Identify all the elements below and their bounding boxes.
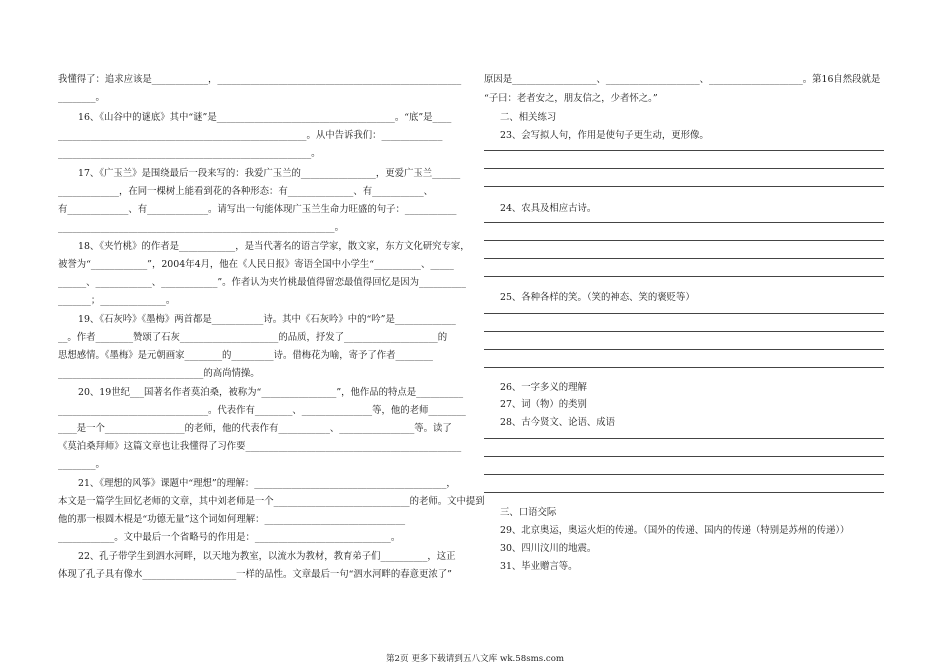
answer-line: [484, 186, 884, 187]
answer-line: [484, 438, 884, 439]
question-23: 23、会写拟人句，作用是使句子更生动，更形像。: [500, 130, 709, 141]
text-line: “子曰：老者安之，朋友信之，少者怀之。”: [484, 93, 658, 104]
text-line: 我懂得了：追求应该是____________，____________________________________________________: [58, 74, 462, 85]
text-line: 原因是__________________、____________________、____________________。第16自然段就是: [484, 74, 881, 85]
answer-line: [484, 367, 884, 368]
text-line: ___________________________________________________________。: [58, 222, 344, 233]
text-line: 有_____________、有_____________。请写出一句能体现广玉兰生命力旺盛的句子：___________: [58, 204, 457, 215]
question-29: 29、北京奥运，奥运火炬的传递。（国外的传递、国内的传递（特别是苏州的传递））: [500, 525, 850, 536]
question-20: 20、19世纪___国著名作者莫泊桑，被称为“________________”，他作品的特点是__________: [78, 387, 464, 398]
text-line: 他的那一根圆木棍是“功德无量”这个词如何理解：______________________________: [58, 514, 406, 525]
question-18: 18、《夹竹桃》的作者是____________，是当代著名的语言学家，散文家，东方文化研究专家，: [78, 241, 470, 252]
answer-line: [484, 492, 884, 493]
question-25: 25、各种各样的笑。（笑的神态、笑的褒贬等）: [500, 292, 695, 303]
answer-line: [484, 276, 884, 277]
answer-line: [484, 168, 884, 169]
section-heading: 二、相关练习: [500, 112, 557, 123]
section-heading: 三、口语交际: [500, 507, 557, 518]
question-28: 28、古今贤文、论语、成语: [500, 417, 616, 428]
answer-line: [484, 258, 884, 259]
text-line: ______________________________________________________。: [58, 148, 321, 159]
question-21: 21、《理想的风筝》课题中“理想”的理解：_________________________________________，: [78, 478, 456, 489]
answer-line: [484, 349, 884, 350]
answer-line: [484, 313, 884, 314]
text-line: 被誉为“____________”，2004年4月，他在《人民日报》寄语全国中小学生“__________、_____: [58, 259, 454, 270]
question-22: 22、孔子带学生到泗水河畔，以天地为教室，以流水为教材，教育弟子们__________，这正: [78, 551, 456, 562]
text-line: _____________，在同一棵树上能看到花的各种形态：有______________、有___________、: [58, 186, 434, 197]
text-line: 体现了孔子具有像水____________________一样的品性。文章最后一句“泗水河畔的春意更浓了”: [58, 569, 452, 580]
question-17: 17、《广玉兰》是围绕最后一段来写的：我爱广玉兰的________________，更爱广玉兰______: [78, 168, 461, 179]
text-line: 本文是一篇学生回忆老师的文章，其中刘老师是一个_____________________________的老师。文中提到: [58, 496, 485, 507]
text-line: _______________________________的高尚情操。: [58, 368, 260, 379]
question-16: 16、《山谷中的谜底》其中“谜”是______________________________________。“底”是____: [78, 112, 452, 123]
text-line: _____________________________________________________。从中告诉我们：_____________: [58, 130, 443, 141]
text-line: _______；______________。: [58, 295, 176, 306]
question-19: 19、《石灰吟》《墨梅》两首都是___________诗。其中《石灰吟》中的“吟”是_____________: [78, 314, 456, 325]
text-line: ____________。文中最后一个省略号的作用是：_____________________________。: [58, 532, 401, 543]
page-footer: 第2页 更多下载请到五八文库 wk.58sms.com: [385, 654, 565, 664]
question-26: 26、一字多义的理解: [500, 382, 587, 393]
answer-line: [484, 331, 884, 332]
text-line: ________。: [58, 92, 105, 103]
text-line: 思想感情。《墨梅》是元朝画家________的_________诗。借梅花为喻，寄予了作者________: [58, 350, 433, 361]
text-line: ______、____________、____________”。作者认为夹竹桃最值得留恋最值得回忆是因为__________: [58, 277, 466, 288]
text-line: 《莫泊桑拜师》这篇文章也让我懂得了习作要______________________________________________: [58, 441, 462, 452]
question-31: 31、毕业赠言等。: [500, 561, 578, 572]
text-line: ________。: [58, 459, 105, 470]
question-27: 27、词（物）的类别: [500, 399, 587, 410]
question-24: 24、农具及相应古诗。: [500, 203, 597, 214]
answer-line: [484, 456, 884, 457]
answer-line: [484, 222, 884, 223]
question-30: 30、四川汶川的地震。: [500, 543, 597, 554]
answer-line: [484, 240, 884, 241]
text-line: ____是一个_________________的老师，他的代表作有___________、________________等。读了: [58, 423, 452, 434]
answer-line: [484, 150, 884, 151]
text-line: __。作者________赞颂了石灰_____________________的品质，抒发了____________________的: [58, 332, 448, 343]
text-line: ________________________________。代表作有________、_______________等，他的老师________: [58, 405, 466, 416]
answer-line: [484, 474, 884, 475]
